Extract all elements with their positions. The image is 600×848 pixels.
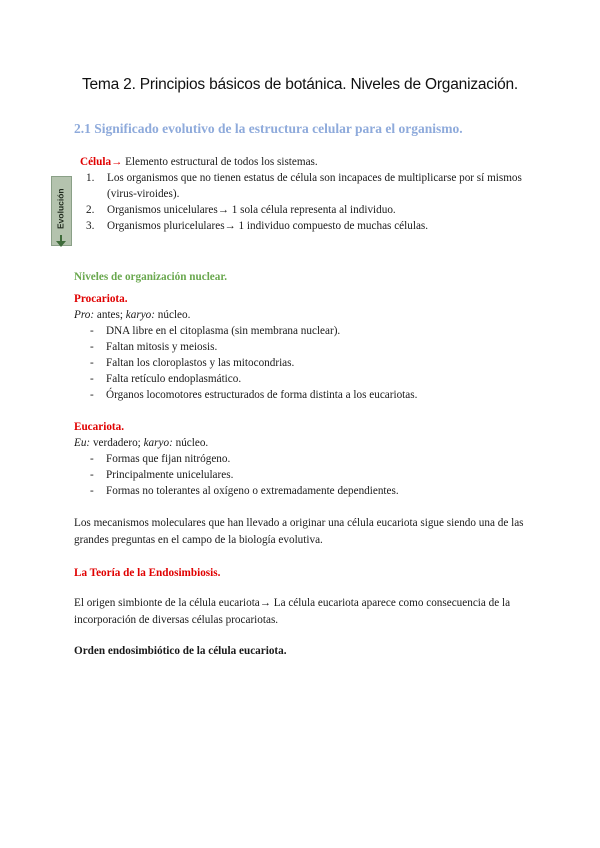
etym-eu-meaning: verdadero; bbox=[90, 437, 144, 449]
etym-karyo-meaning: núcleo. bbox=[172, 437, 209, 449]
list-item bbox=[86, 170, 526, 202]
list-item bbox=[74, 467, 534, 483]
list-number: 2. bbox=[86, 204, 95, 216]
evolution-list bbox=[86, 170, 526, 234]
list-text: Formas no tolerantes al oxígeno o extremadamente dependientes. bbox=[106, 485, 399, 497]
list-text: Faltan los cloroplastos y las mitocondrias. bbox=[106, 357, 295, 369]
list-text: Principalmente unicelulares. bbox=[106, 469, 234, 481]
arrow-down-icon bbox=[56, 241, 66, 247]
etym-karyo: karyo: bbox=[125, 309, 155, 321]
dash-bullet: - bbox=[90, 469, 94, 481]
celula-definition bbox=[80, 156, 318, 168]
list-item bbox=[74, 323, 534, 339]
celula-arrow: → bbox=[111, 156, 123, 168]
niveles-heading: Niveles de organización nuclear. bbox=[74, 271, 228, 283]
list-text: Órganos locomotores estructurados de forma distinta a los eucariotas. bbox=[106, 389, 418, 401]
evolution-label: Evolución bbox=[55, 188, 66, 230]
list-text: Falta retículo endoplasmático. bbox=[106, 373, 242, 385]
section-number: 2.1 bbox=[74, 121, 91, 136]
list-text: Organismos pluricelulares→ 1 individuo compuesto de muchas células. bbox=[107, 220, 429, 232]
list-item bbox=[86, 218, 526, 234]
list-text: Faltan mitosis y meiosis. bbox=[106, 341, 218, 353]
list-item bbox=[74, 451, 534, 467]
celula-definition-text: Elemento estructural de todos los sistemas. bbox=[122, 156, 318, 168]
procariota-list bbox=[74, 323, 534, 403]
procariota-heading: Procariota. bbox=[74, 293, 128, 305]
mecanismos-paragraph: Los mecanismos moleculares que han llevado a originar una célula eucariota sigue siendo una de las grandes preguntas en el campo de la biología evolutiva. bbox=[74, 517, 524, 546]
etym-karyo-meaning: núcleo. bbox=[155, 309, 191, 321]
section-heading bbox=[74, 121, 463, 137]
list-text: DNA libre en el citoplasma (sin membrana nuclear). bbox=[106, 325, 341, 337]
eucariota-heading: Eucariota. bbox=[74, 421, 125, 433]
eucariota-list bbox=[74, 451, 534, 499]
list-item bbox=[74, 483, 534, 499]
orden-heading: Orden endosimbiótico de la célula eucariota. bbox=[74, 645, 287, 657]
dash-bullet: - bbox=[90, 325, 94, 337]
list-number: 3. bbox=[86, 220, 95, 232]
etym-pro: Pro: bbox=[74, 309, 95, 321]
dash-bullet: - bbox=[90, 389, 94, 401]
procariota-section bbox=[74, 291, 534, 403]
dash-bullet: - bbox=[90, 453, 94, 465]
dash-bullet: - bbox=[90, 341, 94, 353]
list-item bbox=[74, 355, 534, 371]
endosimbiosis-heading: La Teoría de la Endosimbiosis. bbox=[74, 567, 221, 579]
etym-eu: Eu: bbox=[74, 437, 91, 449]
list-text: Formas que fijan nitrógeno. bbox=[106, 453, 231, 465]
list-text: Organismos unicelulares→ 1 sola célula representa al individuo. bbox=[107, 204, 396, 216]
etym-pro-meaning: antes; bbox=[94, 309, 126, 321]
list-item bbox=[86, 202, 526, 218]
page-title: Tema 2. Principios básicos de botánica. Niveles de Organización. bbox=[81, 76, 519, 93]
list-text: Los organismos que no tienen estatus de célula son incapaces de multiplicarse por sí mismos (virus-viroides). bbox=[107, 172, 522, 200]
endosimbiosis-paragraph: El origen simbionte de la célula eucariota→ La célula eucariota aparece como consecuencia de la incorporación de diversas células procariotas. bbox=[74, 597, 511, 626]
list-item bbox=[74, 387, 534, 403]
list-item bbox=[74, 371, 534, 387]
eucariota-etymology bbox=[74, 435, 534, 451]
dash-bullet: - bbox=[90, 373, 94, 385]
list-item bbox=[74, 339, 534, 355]
procariota-etymology bbox=[74, 307, 534, 323]
dash-bullet: - bbox=[90, 357, 94, 369]
dash-bullet: - bbox=[90, 485, 94, 497]
celula-term: Célula bbox=[80, 156, 112, 168]
list-number: 1. bbox=[86, 172, 95, 184]
section-heading-text: Significado evolutivo de la estructura celular para el organismo. bbox=[94, 121, 463, 136]
eucariota-section bbox=[74, 419, 534, 499]
etym-karyo: karyo: bbox=[143, 437, 173, 449]
